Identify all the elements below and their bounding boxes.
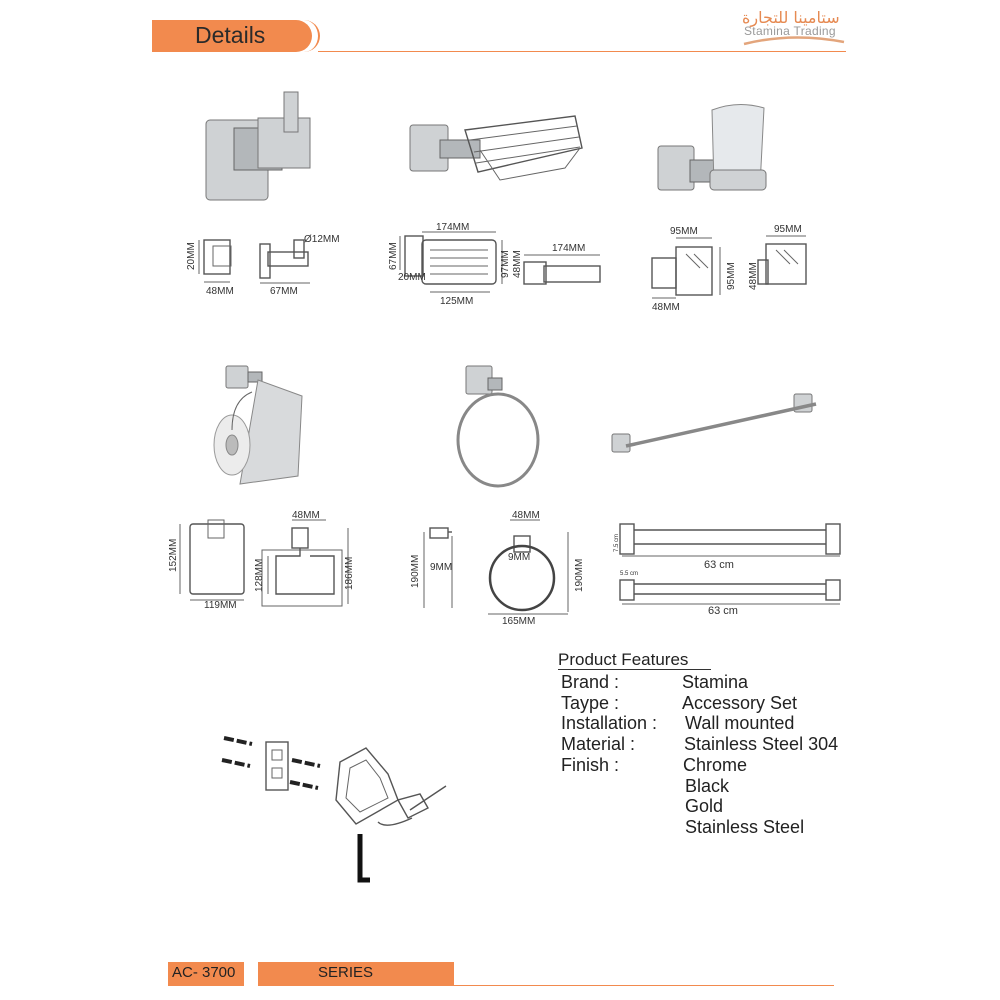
feature-value-installation: Wall mounted	[685, 713, 795, 733]
dim-soap-height: 97MM	[500, 250, 511, 278]
paper-holder-photo	[214, 366, 302, 484]
dim-ring-side-dia: 9MM	[430, 562, 453, 573]
feature-finish-black: Black	[685, 776, 730, 796]
dim-tumbler-side-width: 95MM	[774, 224, 802, 235]
dim-soap-bottom-width: 125MM	[440, 296, 474, 307]
feature-value-brand: Stamina	[682, 672, 749, 692]
dim-paper-side-mid: 128MM	[254, 558, 265, 592]
feature-label-material: Material :	[561, 734, 636, 754]
dim-bar-length-top: 63 cm	[704, 559, 734, 571]
feature-label-installation: Installation :	[561, 713, 658, 733]
series-label: SERIES	[318, 964, 374, 981]
model-code: AC- 3700	[172, 964, 236, 981]
dim-soap-side-width: 174MM	[552, 243, 586, 254]
dim-hook-side-depth: 67MM	[270, 286, 298, 297]
robe-hook-drawing	[199, 240, 310, 283]
dim-soap-top-width: 174MM	[436, 222, 470, 233]
dim-soap-plate: 48MM	[512, 250, 523, 278]
dim-hook-front-width: 48MM	[206, 286, 234, 297]
dim-ring-side-height: 190MM	[410, 554, 421, 588]
dim-ring-width: 165MM	[502, 616, 536, 627]
features-title-underline	[558, 669, 711, 670]
dim-ring-height: 190MM	[574, 558, 585, 592]
dim-bar-plate: 7.5 cm	[614, 533, 620, 552]
feature-label-type: Taype :	[561, 693, 620, 713]
towel-ring-photo	[458, 366, 538, 486]
dim-paper-height: 152MM	[168, 538, 179, 572]
dim-soap-side-depth: 67MM	[388, 242, 399, 270]
logo-latin-text: Stamina Trading	[744, 24, 836, 38]
dim-tumbler-front-width: 95MM	[670, 226, 698, 237]
feature-finish-stainless: Stainless Steel	[685, 817, 805, 837]
dim-tumbler-front-height: 95MM	[726, 262, 737, 290]
logo-arabic-text: ستامينا للتجارة	[742, 8, 840, 27]
feature-finish-gold: Gold	[685, 796, 724, 816]
dim-paper-width: 119MM	[204, 600, 237, 611]
features-title: Product Features	[558, 650, 689, 669]
feature-value-finish: Chrome	[683, 755, 748, 775]
dim-hook-front-height: 20MM	[186, 242, 197, 270]
page-title: Details	[195, 22, 266, 48]
feature-label-finish: Finish :	[561, 755, 620, 775]
dim-tumbler-side-plate: 48MM	[748, 262, 759, 290]
robe-hook-photo	[206, 92, 310, 200]
dim-tumbler-plate: 48MM	[652, 302, 680, 313]
dim-paper-side-height: 186MM	[344, 556, 355, 590]
feature-value-type: Accessory Set	[682, 693, 798, 713]
dim-hook-side-dia: Ø12MM	[304, 234, 340, 245]
tumbler-photo	[658, 104, 766, 190]
dim-paper-side-top: 48MM	[292, 510, 320, 521]
dim-bar-depth: 5.5 cm	[620, 571, 639, 577]
dim-soap-base: 20MM	[398, 272, 426, 283]
installation-exploded-drawing	[222, 738, 446, 880]
dim-bar-length-bottom: 63 cm	[708, 605, 738, 617]
feature-value-material: Stainless Steel 304	[684, 734, 839, 754]
dim-ring-top: 48MM	[512, 510, 540, 521]
dim-ring-dia: 9MM	[508, 552, 531, 563]
soap-basket-photo	[410, 116, 582, 180]
towel-bar-photo	[612, 394, 816, 452]
footer-rule	[454, 985, 834, 986]
feature-label-brand: Brand :	[561, 672, 620, 692]
